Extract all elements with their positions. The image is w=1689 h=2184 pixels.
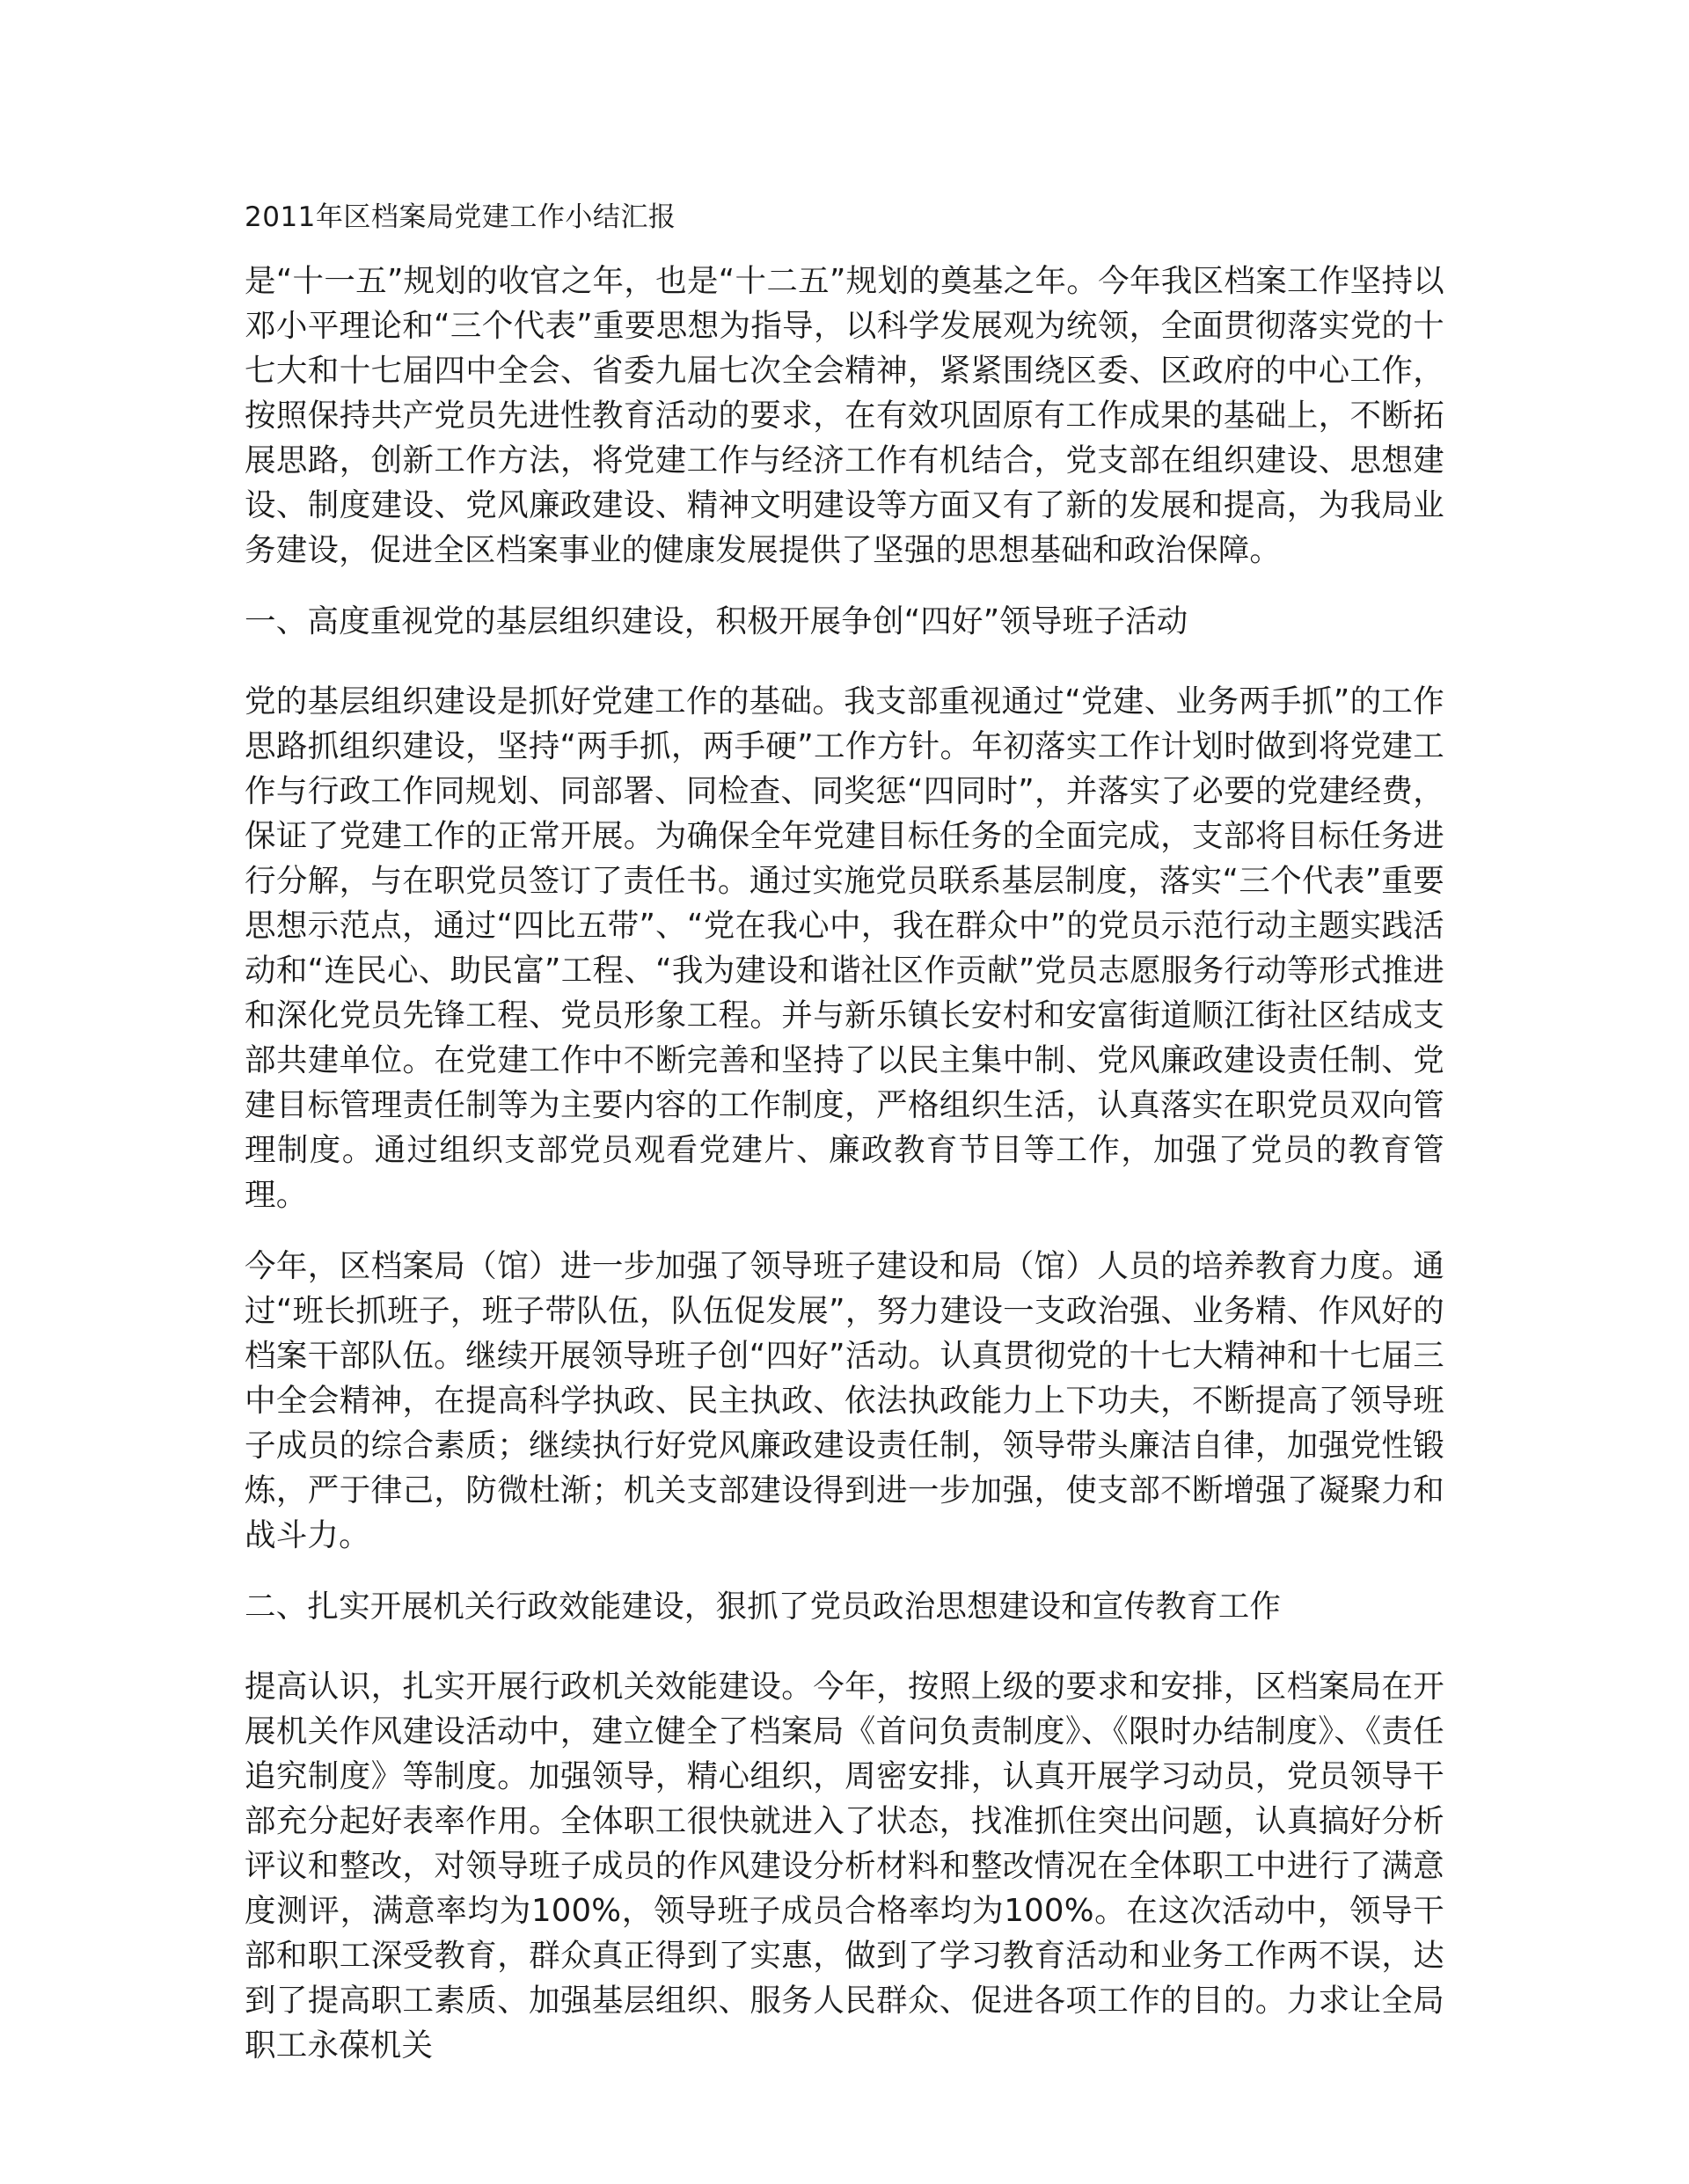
section-1-paragraph-1: 党的基层组织建设是抓好党建工作的基础。我支部重视通过“党建、业务两手抓”的工作思路抓组织建设，坚持“两手抓，两手硬”工作方针。年初落实工作计划时做到将党建工作与行政工作同规划、同部署、同检查、同奖惩“四同时”，并落实了必要的党建经费，保证了党建工作的正常开展。为确保全年党建目标任务的全面完成，支部将目标任务进行分解，与在职党员签订了责任书。通过实施党员联系基层制度，落实“三个代表”重要思想示范点，通过“四比五带”、“党在我心中，我在群众中”的党员示范行动主题实践活动和“连民心、助民富”工程、“我为建设和谐社区作贡献”党员志愿服务行动等形式推进和深化党员先锋工程、党员形象工程。并与新乐镇长安村和安富街道顺江街社区结成支部共建单位。在党建工作中不断完善和坚持了以民主集中制、党风廉政建设责任制、党建目标管理责任制等为主要内容的工作制度，严格组织生活，认真落实在职党员双向管理制度。通过组织支部党员观看党建片、廉政教育节目等工作，加强了党员的教育管理。 — [245, 683, 1444, 1213]
intro-paragraph: 是“十一五”规划的收官之年，也是“十二五”规划的奠基之年。今年我区档案工作坚持以邓小平理论和“三个代表”重要思想为指导，以科学发展观为统领，全面贯彻落实党的十七大和十七届四中全会、省委九届七次全会精神，紧紧围绕区委、区政府的中心工作，按照保持共产党员先进性教育活动的要求，在有效巩固原有工作成果的基础上，不断拓展思路，创新工作方法，将党建工作与经济工作有机结合，党支部在组织建设、思想建设、制度建设、党风廉政建设、精神文明建设等方面又有了新的发展和提高，为我局业务建设，促进全区档案事业的健康发展提供了坚强的思想基础和政治保障。 — [245, 263, 1444, 568]
section-2-paragraph-1: 提高认识，扎实开展行政机关效能建设。今年，按照上级的要求和安排，区档案局在开展机关作风建设活动中，建立健全了档案局《首问负责制度》、《限时办结制度》、《责任追究制度》等制度。加强领导，精心组织，周密安排，认真开展学习动员，党员领导干部充分起好表率作用。全体职工很快就进入了状态，找准抓住突出问题，认真搞好分析评议和整改，对领导班子成员的作风建设分析材料和整改情况在全体职工中进行了满意度测评，满意率均为100%，领导班子成员合格率均为100%。在这次活动中，领导干部和职工深受教育，群众真正得到了实惠，做到了学习教育活动和业务工作两不误，达到了提高职工素质、加强基层组织、服务人民群众、促进各项工作的目的。力求让全局职工永葆机关 — [245, 1669, 1444, 2063]
document-title: 2011年区档案局党建工作小结汇报 — [245, 201, 676, 233]
section-1-heading: 一、高度重视党的基层组织建设，积极开展争创“四好”领导班子活动 — [245, 603, 1188, 639]
document-page — [245, 195, 1444, 2094]
section-2-heading: 二、扎实开展机关行政效能建设，狠抓了党员政治思想建设和宣传教育工作 — [245, 1589, 1282, 1625]
section-1-paragraph-2: 今年，区档案局（馆）进一步加强了领导班子建设和局（馆）人员的培养教育力度。通过“班长抓班子，班子带队伍，队伍促发展”，努力建设一支政治强、业务精、作风好的档案干部队伍。继续开展领导班子创“四好”活动。认真贯彻党的十七大精神和十七届三中全会精神，在提高科学执政、民主执政、依法执政能力上下功夫，不断提高了领导班子成员的综合素质；继续执行好党风廉政建设责任制，领导带头廉洁自律，加强党性锻炼，严于律己，防微杜渐；机关支部建设得到进一步加强，使支部不断增强了凝聚力和战斗力。 — [245, 1248, 1444, 1553]
